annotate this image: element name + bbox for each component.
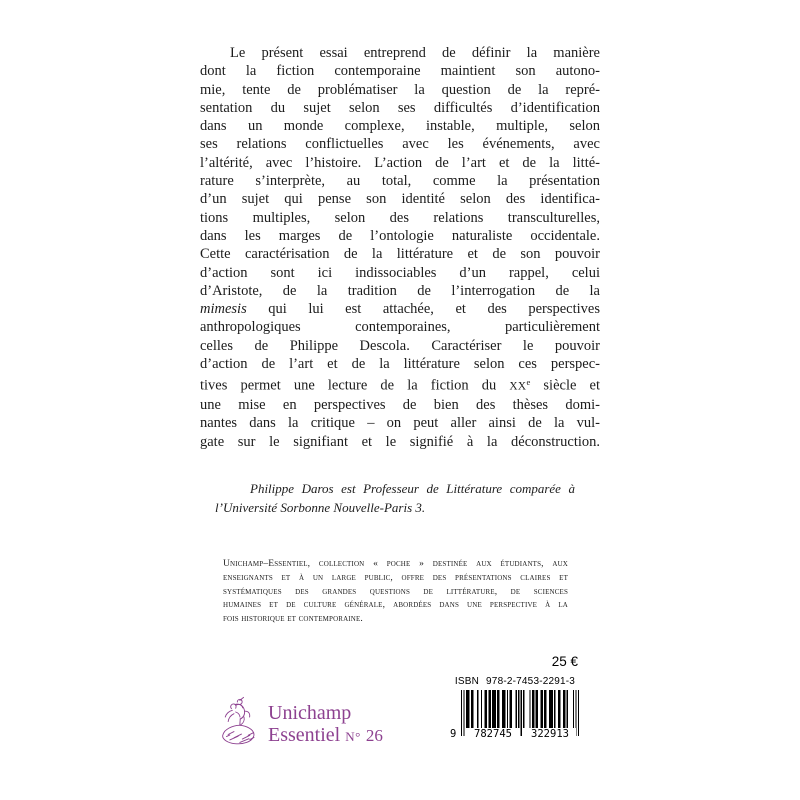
text-line: dans un monde complexe, instable, multiple, selon (200, 118, 600, 135)
barcode-digit-group2: 322913 (524, 728, 576, 740)
text-line: dont la fiction contemporaine maintient son autono- (200, 63, 600, 80)
collection-description (223, 558, 568, 627)
text-line: mimesis qui lui est attachée, et des perspectives (200, 301, 600, 318)
text-line: tions multiples, selon des relations transculturelles, (200, 209, 600, 226)
publisher-name: Unichamp (268, 702, 352, 724)
text-line: systématiques des grandes questions de littérature, de sciences (223, 586, 568, 597)
text-line: dans les marges de l’ontologie naturaliste occidentale. (200, 227, 600, 244)
price-label: 25 € (551, 654, 578, 669)
text-line: l’altérité, avec l’histoire. L’action de l’art et de la litté- (200, 154, 600, 171)
text-line: humaines et de culture générale, abordées dans une perspective à la (223, 600, 568, 611)
isbn-line (450, 676, 580, 687)
publisher-name-block (268, 702, 383, 748)
text-line: l’Université Sorbonne Nouvelle-Paris 3. (215, 500, 426, 515)
text-line: une mise en perspectives de bien des thèses domi- (200, 396, 600, 413)
text-line: tives permet une lecture de la fiction du XXe siècle et (200, 377, 600, 394)
text-line: celles de Philippe Descola. Caractériser le pouvoir (200, 337, 600, 354)
text-line: Cette caractérisation de la littérature et de son pouvoir (200, 246, 600, 263)
text-line: fois historique et contemporaine. (223, 614, 363, 625)
text-line: d’action sont ici indissociables d’un rappel, celui (200, 264, 600, 281)
text-line: d’Aristote, de la tradition de l’interrogation de la (200, 282, 600, 299)
collection-number: 26 (365, 726, 383, 745)
text-line: Philippe Daros est Professeur de Littérature comparée à (250, 481, 575, 496)
isbn-number: 978-2-7453-2291-3 (486, 676, 576, 687)
publisher-collection-line (268, 724, 383, 748)
text-line: sentation du sujet selon ses difficultés d’identification (200, 99, 600, 116)
text-line: Le présent essai entreprend de définir la manière (230, 45, 600, 61)
isbn-label: ISBN (454, 676, 480, 687)
text-line: anthropologiques contemporaines, particulièrement (200, 319, 600, 336)
text-line: gate sur le signifiant et le signifié à la déconstruction. (200, 433, 600, 450)
barcode-digit-lead: 9 (450, 728, 457, 740)
barcode-digit-group1: 782745 (466, 728, 520, 740)
text-line: rature s’interprète, au total, comme la présentation (200, 173, 600, 190)
text-line: d’action de l’art et de la littérature selon ces perspec- (200, 356, 600, 373)
ean13-barcode-block (450, 690, 580, 750)
horse-and-rider-icon (214, 696, 264, 748)
text-line: Unichamp–Essentiel, collection « poche » destinée aux étudiants, aux (223, 559, 568, 569)
publisher-emblem (214, 696, 264, 748)
collection-name: Essentiel (268, 724, 341, 746)
number-label: N° (345, 729, 361, 744)
text-line: nantes dans la critique – on peut aller ainsi de la vul- (200, 415, 600, 432)
synopsis-paragraph (200, 44, 600, 451)
text-line: ses relations conflictuelles avec les événements, avec (200, 136, 600, 153)
text-line: d’un sujet qui pense son identité selon des identifica- (200, 191, 600, 208)
text-line: enseignants et à un large public, offre des présentations claires et (223, 572, 568, 583)
author-bio (215, 479, 575, 517)
text-line: mie, tente de problématiser la question de la repré- (200, 81, 600, 98)
barcode-digits (450, 727, 580, 741)
